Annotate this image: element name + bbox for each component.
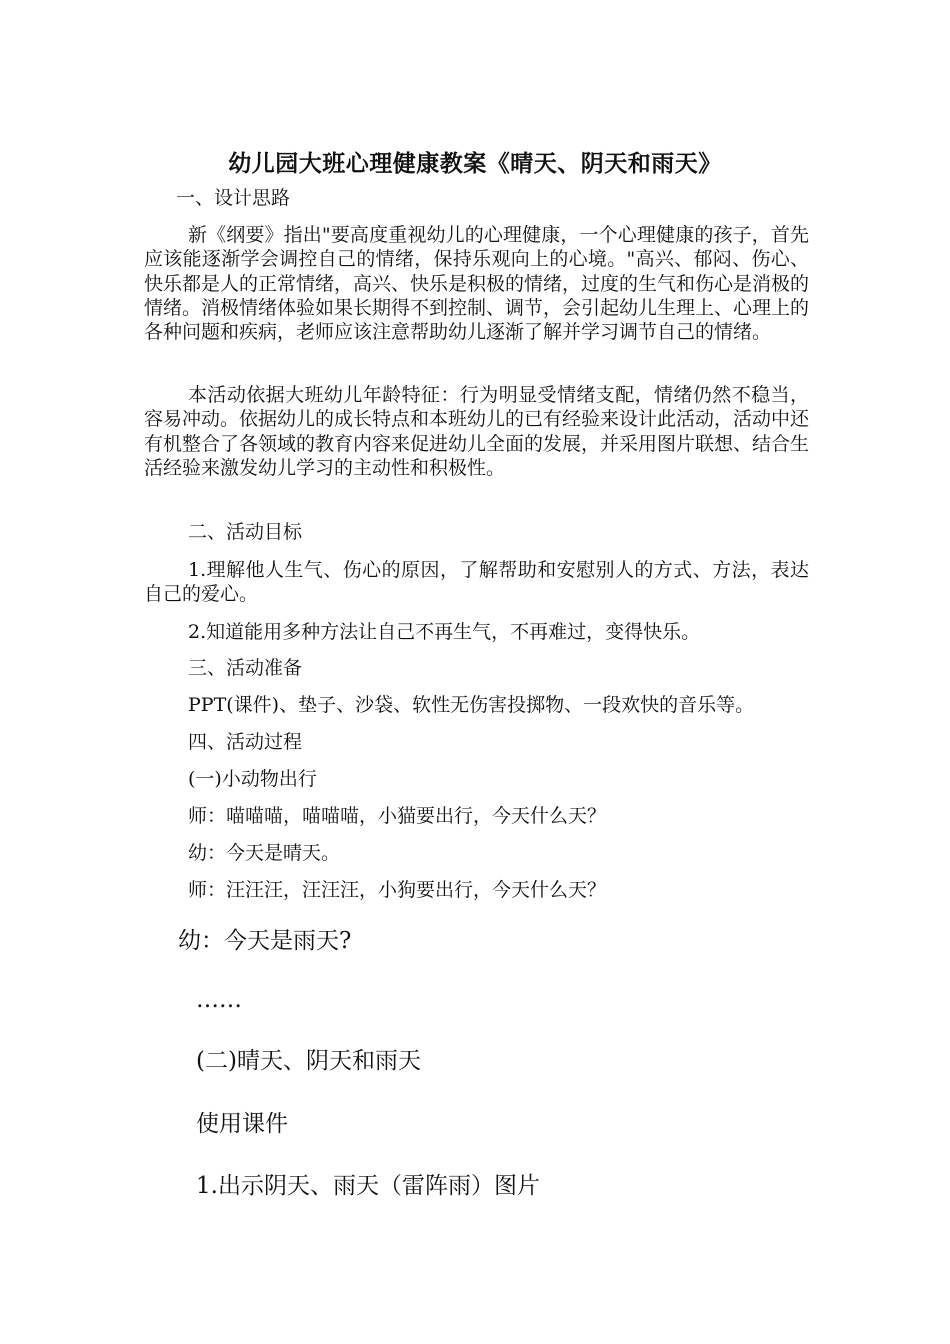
paragraph-activity-basis: 本活动依据大班幼儿年龄特征：行为明显受情绪支配，情绪仍然不稳当，容易冲动。依据幼儿的成长特点和本班幼儿的已有经验来设计此活动，活动中还有机整合了各领域的教育内容来促进幼儿全面的发展，并采用图片联想、结合生活经验来激发幼儿学习的主动性和积极性。 (144, 384, 810, 479)
goal-item-2: 2.知道能用多种方法让自己不再生气，不再难过，变得快乐。 (188, 621, 701, 643)
goal-item-1: 1.理解他人生气、伤心的原因，了解帮助和安慰别人的方式、方法，表达自己的爱心。 (144, 559, 809, 606)
paragraph-design-rationale: 新《纲要》指出"要高度重视幼儿的心理健康，一个心理健康的孩子，首先应该能逐渐学会调控自己的情绪，保持乐观向上的心境。"高兴、郁闷、伤心、快乐都是人的正常情绪，高兴、快乐是积极的情绪，过度的生气和伤心是消极的情绪。消极情绪体验如果长期得不到控制、调节，会引起幼儿生理上、心理上的各种问题和疾病，老师应该注意帮助幼儿逐渐了解并学习调节自己的情绪。 (144, 224, 810, 344)
section-heading-preparation: 三、活动准备 (188, 657, 303, 679)
dialogue-line: 幼：今天是晴天。 (188, 842, 341, 864)
section-heading-design: 一、设计思路 (176, 187, 291, 209)
show-pictures-item: 1.出示阴天、雨天（雷阵雨）图片 (196, 1173, 540, 1199)
courseware-note: 使用课件 (196, 1111, 288, 1137)
section-heading-process: 四、活动过程 (188, 731, 303, 753)
preparation-text: PPT(课件)、垫子、沙袋、软性无伤害投掷物、一段欢快的音乐等。 (188, 694, 755, 716)
dialogue-line: 幼：今天是雨天? (178, 928, 352, 954)
step-heading-animals: (一)小动物出行 (188, 768, 317, 790)
dialogue-line: 师：汪汪汪，汪汪汪，小狗要出行，今天什么天？ (188, 879, 607, 901)
document-title: 幼儿园大班心理健康教案《晴天、阴天和雨天》 (228, 151, 722, 178)
section-heading-goals: 二、活动目标 (188, 521, 303, 543)
step-heading-weather: (二)晴天、阴天和雨天 (196, 1048, 421, 1074)
ellipsis: …… (196, 987, 242, 1013)
dialogue-line: 师：喵喵喵，喵喵喵，小猫要出行，今天什么天？ (188, 805, 607, 827)
